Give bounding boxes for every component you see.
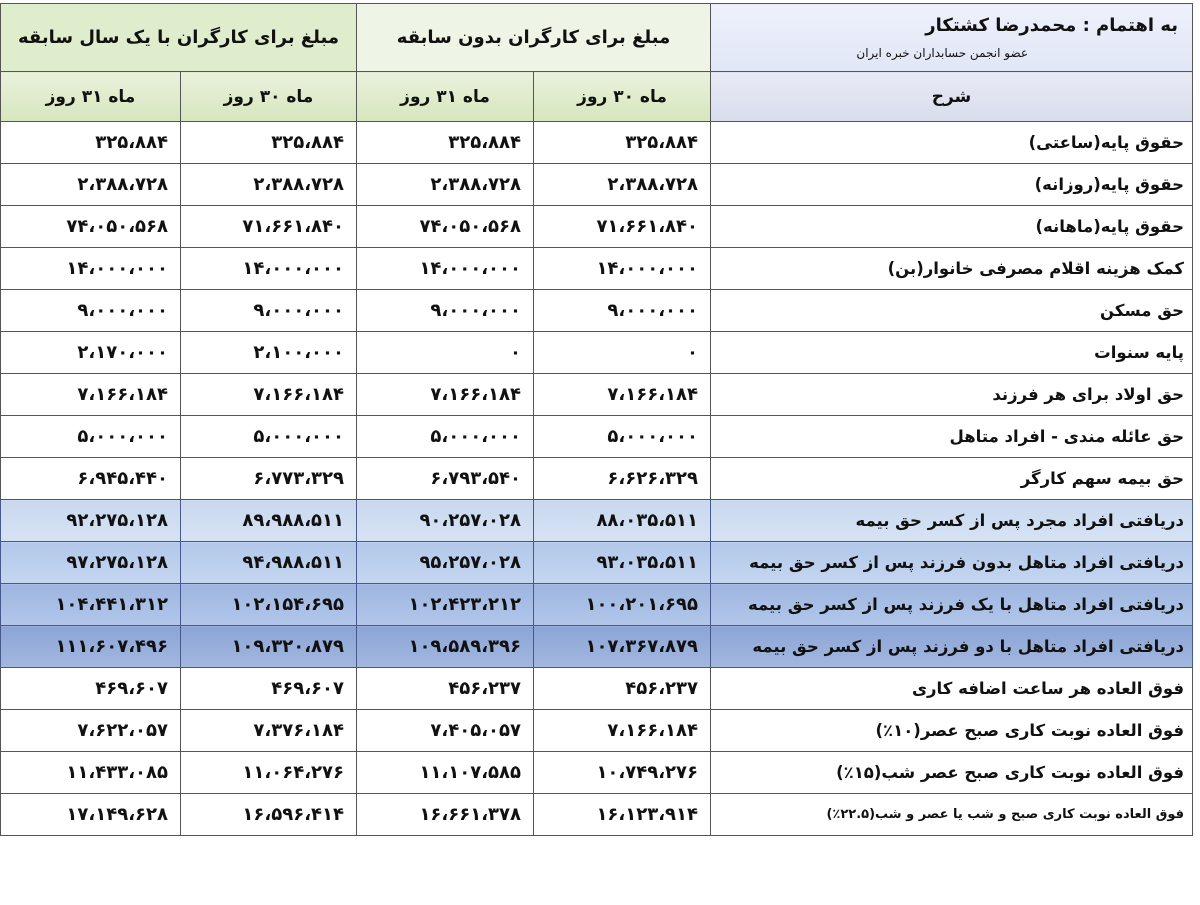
- cell-value: ۹،۰۰۰،۰۰۰: [253, 300, 344, 321]
- header-row-months: [1, 72, 1193, 122]
- cell-value: ۱۴،۰۰۰،۰۰۰: [242, 258, 344, 279]
- value-with-30: [181, 374, 357, 416]
- value-without-31: [357, 542, 534, 584]
- row-description: پایه سنوات: [711, 332, 1193, 374]
- table-row: [1, 794, 1193, 836]
- value-without-30: [534, 206, 711, 248]
- cell-value: ۷۴،۰۵۰،۵۶۸: [66, 216, 168, 237]
- cell-value: ۵،۰۰۰،۰۰۰: [77, 426, 168, 447]
- table-row: [1, 626, 1193, 668]
- table-row: [1, 752, 1193, 794]
- cell-value: ۱۰۹،۳۲۰،۸۷۹: [231, 636, 344, 657]
- row-description: کمک هزینه اقلام مصرفی خانوار(بن): [711, 248, 1193, 290]
- value-with-30: [181, 542, 357, 584]
- row-description: حقوق پایه(ساعتی): [711, 122, 1193, 164]
- cell-value: ۶،۷۹۳،۵۴۰: [430, 468, 522, 489]
- value-with-31: [1, 290, 181, 332]
- cell-value: ۱۶،۶۶۱،۳۷۸: [419, 804, 522, 825]
- value-without-31: [357, 752, 534, 794]
- cell-value: ۹،۰۰۰،۰۰۰: [77, 300, 168, 321]
- value-without-30: [534, 458, 711, 500]
- value-with-31: [1, 668, 181, 710]
- row-description: دریافتی افراد متاهل با دو فرزند پس از کسر حق بیمه: [711, 626, 1193, 668]
- table-row: [1, 374, 1193, 416]
- value-without-30: [534, 710, 711, 752]
- cell-value: ۷،۱۶۶،۱۸۴: [430, 384, 522, 405]
- row-description: دریافتی افراد مجرد پس از کسر حق بیمه: [711, 500, 1193, 542]
- cell-value: ۲،۱۰۰،۰۰۰: [253, 342, 344, 363]
- cell-value: ۸۸،۰۳۵،۵۱۱: [596, 510, 699, 531]
- table-row: [1, 458, 1193, 500]
- cell-value: ۵،۰۰۰،۰۰۰: [253, 426, 344, 447]
- cell-value: ۷،۴۰۵،۰۵۷: [430, 720, 522, 741]
- cell-value: ۱۴،۰۰۰،۰۰۰: [419, 258, 522, 279]
- value-without-30: [534, 248, 711, 290]
- author-subtitle: عضو انجمن حسابداران خبره ایران: [856, 46, 1029, 60]
- cell-value: ۷۱،۶۶۱،۸۴۰: [242, 216, 344, 237]
- cell-value: ۵،۰۰۰،۰۰۰: [430, 426, 522, 447]
- cell-value: ۷،۶۲۲،۰۵۷: [77, 720, 168, 741]
- salary-table: [0, 3, 1193, 836]
- value-without-30: [534, 290, 711, 332]
- title-cell: [711, 4, 1193, 72]
- value-without-31: [357, 458, 534, 500]
- value-without-31: [357, 248, 534, 290]
- cell-value: ۶،۹۴۵،۴۴۰: [77, 468, 168, 489]
- value-with-31: [1, 248, 181, 290]
- cell-value: ۴۵۶،۲۳۷: [448, 678, 522, 699]
- value-with-30: [181, 710, 357, 752]
- value-without-30: [534, 668, 711, 710]
- group-header-without-experience: مبلغ برای کارگران بدون سابقه: [357, 4, 711, 72]
- table-row: [1, 206, 1193, 248]
- author-title: به اهتمام : محمدرضا کشتکار: [925, 15, 1179, 36]
- row-description: حق اولاد برای هر فرزند: [711, 374, 1193, 416]
- cell-value: ۲،۳۸۸،۷۲۸: [607, 174, 699, 195]
- cell-value: ۳۲۵،۸۸۴: [271, 132, 344, 153]
- value-without-31: [357, 668, 534, 710]
- cell-value: ۷،۱۶۶،۱۸۴: [607, 384, 699, 405]
- table-row: [1, 500, 1193, 542]
- value-with-31: [1, 122, 181, 164]
- cell-value: ۴۶۹،۶۰۷: [95, 678, 168, 699]
- cell-value: ۷،۳۷۶،۱۸۴: [253, 720, 344, 741]
- value-with-31: [1, 206, 181, 248]
- value-without-31: [357, 374, 534, 416]
- row-description: دریافتی افراد متاهل بدون فرزند پس از کسر حق بیمه: [711, 542, 1193, 584]
- table-row: [1, 290, 1193, 332]
- cell-value: ۹۵،۲۵۷،۰۲۸: [419, 552, 522, 573]
- value-without-31: [357, 122, 534, 164]
- row-description: حق مسکن: [711, 290, 1193, 332]
- row-description: دریافتی افراد متاهل با یک فرزند پس از کسر حق بیمه: [711, 584, 1193, 626]
- cell-value: ۱۰،۷۴۹،۲۷۶: [596, 762, 699, 783]
- value-without-31: [357, 710, 534, 752]
- cell-value: ۲،۳۸۸،۷۲۸: [253, 174, 344, 195]
- table-row: [1, 332, 1193, 374]
- value-without-30: [534, 374, 711, 416]
- cell-value: ۷،۱۶۶،۱۸۴: [253, 384, 344, 405]
- cell-value: ۷،۱۶۶،۱۸۴: [77, 384, 168, 405]
- cell-value: ۱۰۲،۱۵۴،۶۹۵: [231, 594, 344, 615]
- value-without-31: [357, 332, 534, 374]
- value-without-30: [534, 122, 711, 164]
- cell-value: ۱۱،۱۰۷،۵۸۵: [419, 762, 522, 783]
- value-with-31: [1, 416, 181, 458]
- row-description: حقوق پایه(ماهانه): [711, 206, 1193, 248]
- value-without-30: [534, 500, 711, 542]
- cell-value: ۰: [687, 342, 699, 363]
- value-with-30: [181, 416, 357, 458]
- value-with-31: [1, 710, 181, 752]
- cell-value: ۴۶۹،۶۰۷: [271, 678, 344, 699]
- value-with-30: [181, 668, 357, 710]
- month30-header-without: ماه ۳۰ روز: [534, 72, 711, 122]
- value-without-30: [534, 752, 711, 794]
- value-with-30: [181, 248, 357, 290]
- cell-value: ۹۰،۲۵۷،۰۲۸: [419, 510, 522, 531]
- value-with-30: [181, 458, 357, 500]
- cell-value: ۰: [510, 342, 522, 363]
- value-with-31: [1, 374, 181, 416]
- value-without-30: [534, 416, 711, 458]
- cell-value: ۲،۱۷۰،۰۰۰: [77, 342, 168, 363]
- cell-value: ۳۲۵،۸۸۴: [625, 132, 699, 153]
- row-description: حق عائله مندی - افراد متاهل: [711, 416, 1193, 458]
- cell-value: ۱۱،۴۳۳،۰۸۵: [66, 762, 168, 783]
- cell-value: ۶،۷۷۳،۳۲۹: [253, 468, 344, 489]
- table-row: [1, 164, 1193, 206]
- row-description: فوق العاده نوبت کاری صبح و شب یا عصر و شب(۲۲.۵٪): [711, 794, 1193, 836]
- value-without-30: [534, 626, 711, 668]
- value-without-31: [357, 500, 534, 542]
- cell-value: ۸۹،۹۸۸،۵۱۱: [242, 510, 344, 531]
- value-with-31: [1, 332, 181, 374]
- value-with-31: [1, 752, 181, 794]
- value-with-30: [181, 584, 357, 626]
- cell-value: ۱۰۰،۲۰۱،۶۹۵: [585, 594, 699, 615]
- month31-header-with: ماه ۳۱ روز: [1, 72, 181, 122]
- value-with-31: [1, 626, 181, 668]
- cell-value: ۹۳،۰۳۵،۵۱۱: [596, 552, 699, 573]
- value-with-31: [1, 164, 181, 206]
- cell-value: ۷،۱۶۶،۱۸۴: [607, 720, 699, 741]
- cell-value: ۲،۳۸۸،۷۲۸: [430, 174, 522, 195]
- cell-value: ۱۰۲،۴۲۳،۲۱۲: [408, 594, 522, 615]
- cell-value: ۷۴،۰۵۰،۵۶۸: [419, 216, 522, 237]
- value-with-31: [1, 458, 181, 500]
- cell-value: ۱۷،۱۴۹،۶۲۸: [66, 804, 168, 825]
- value-without-30: [534, 794, 711, 836]
- table-row: [1, 248, 1193, 290]
- value-without-31: [357, 206, 534, 248]
- cell-value: ۱۴،۰۰۰،۰۰۰: [66, 258, 168, 279]
- table-row: [1, 122, 1193, 164]
- value-without-31: [357, 794, 534, 836]
- cell-value: ۵،۰۰۰،۰۰۰: [607, 426, 699, 447]
- value-without-31: [357, 584, 534, 626]
- row-description: حق بیمه سهم کارگر: [711, 458, 1193, 500]
- cell-value: ۳۲۵،۸۸۴: [95, 132, 168, 153]
- value-with-30: [181, 500, 357, 542]
- cell-value: ۹،۰۰۰،۰۰۰: [607, 300, 699, 321]
- value-without-30: [534, 332, 711, 374]
- table-row: [1, 584, 1193, 626]
- cell-value: ۴۵۶،۲۳۷: [625, 678, 699, 699]
- cell-value: ۶،۶۲۶،۳۲۹: [607, 468, 699, 489]
- value-with-30: [181, 794, 357, 836]
- cell-value: ۱۶،۱۲۳،۹۱۴: [596, 804, 699, 825]
- cell-value: ۱۰۹،۵۸۹،۳۹۶: [408, 636, 522, 657]
- value-with-30: [181, 752, 357, 794]
- value-without-30: [534, 542, 711, 584]
- cell-value: ۱۶،۵۹۶،۴۱۴: [242, 804, 344, 825]
- cell-value: ۹۷،۲۷۵،۱۲۸: [66, 552, 168, 573]
- row-description: فوق العاده نوبت کاری صبح عصر شب(۱۵٪): [711, 752, 1193, 794]
- value-with-30: [181, 164, 357, 206]
- row-description: فوق العاده نوبت کاری صبح عصر(۱۰٪): [711, 710, 1193, 752]
- month30-header-with: ماه ۳۰ روز: [181, 72, 357, 122]
- row-description: حقوق پایه(روزانه): [711, 164, 1193, 206]
- cell-value: ۱۰۴،۴۴۱،۳۱۲: [55, 594, 168, 615]
- row-description: فوق العاده هر ساعت اضافه کاری: [711, 668, 1193, 710]
- value-without-31: [357, 290, 534, 332]
- value-without-30: [534, 164, 711, 206]
- value-with-30: [181, 332, 357, 374]
- value-without-31: [357, 164, 534, 206]
- cell-value: ۱۱،۰۶۴،۲۷۶: [242, 762, 344, 783]
- value-with-30: [181, 626, 357, 668]
- value-with-31: [1, 794, 181, 836]
- cell-value: ۹۲،۲۷۵،۱۲۸: [66, 510, 168, 531]
- value-with-31: [1, 584, 181, 626]
- cell-value: ۳۲۵،۸۸۴: [448, 132, 522, 153]
- cell-value: ۱۰۷،۳۶۷،۸۷۹: [585, 636, 699, 657]
- value-with-31: [1, 500, 181, 542]
- header-row-groups: [1, 4, 1193, 72]
- value-without-31: [357, 626, 534, 668]
- value-with-30: [181, 206, 357, 248]
- cell-value: ۱۴،۰۰۰،۰۰۰: [596, 258, 699, 279]
- cell-value: ۲،۳۸۸،۷۲۸: [77, 174, 168, 195]
- cell-value: ۹۴،۹۸۸،۵۱۱: [242, 552, 344, 573]
- cell-value: ۷۱،۶۶۱،۸۴۰: [596, 216, 699, 237]
- value-with-31: [1, 542, 181, 584]
- table-row: [1, 710, 1193, 752]
- table-row: [1, 416, 1193, 458]
- month31-header-without: ماه ۳۱ روز: [357, 72, 534, 122]
- cell-value: ۱۱۱،۶۰۷،۴۹۶: [55, 636, 168, 657]
- group-header-with-experience: مبلغ برای کارگران با یک سال سابقه: [1, 4, 357, 72]
- value-with-30: [181, 122, 357, 164]
- value-with-30: [181, 290, 357, 332]
- value-without-30: [534, 584, 711, 626]
- description-column-header: شرح: [711, 72, 1193, 122]
- table-row: [1, 542, 1193, 584]
- cell-value: ۹،۰۰۰،۰۰۰: [430, 300, 522, 321]
- value-without-31: [357, 416, 534, 458]
- table-row: [1, 668, 1193, 710]
